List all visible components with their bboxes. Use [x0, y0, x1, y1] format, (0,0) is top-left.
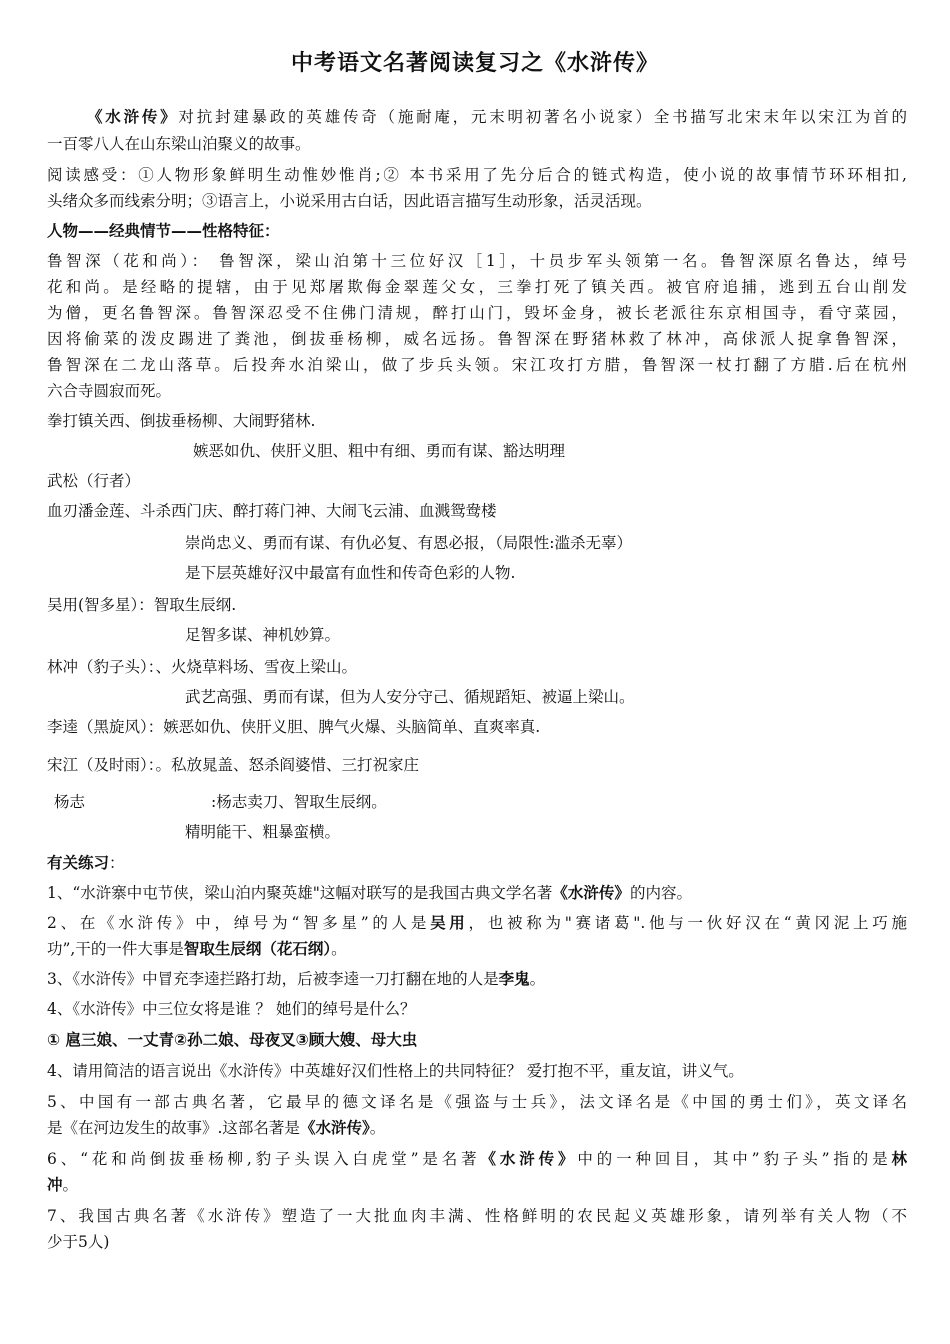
- yangzhi-traits: 精明能干、粗暴蛮横。: [185, 823, 341, 841]
- luzhishen-line-1: 鲁智深（花和尚）： 鲁智深，梁山泊第十三位好汉［1］，十员步军头领第一名。鲁智深原名鲁达，绰号: [47, 252, 907, 270]
- practice-heading: 有关练习：: [47, 854, 125, 872]
- luzhishen-traits: 嫉恶如仇、侠肝义胆、粗中有细、勇而有谋、豁达明理: [193, 442, 566, 460]
- luzhishen-line-6: 六合寺圆寂而死。: [47, 382, 172, 400]
- question-1: 1、“水浒寨中屯节侠，梁山泊内聚英雄"这幅对联写的是我国古典文学名著《水浒传》的内容。: [47, 884, 692, 902]
- luzhishen-line-2: 花和尚。是经略的提辖，由于见郑屠欺侮金翠莲父女，三拳打死了镇关西。被官府追捕，逃到五台山削发: [47, 278, 907, 296]
- wusong-plots: 血刃潘金莲、斗杀西门庆、醉打蒋门神、大闹飞云浦、血溅鸳鸯楼: [47, 502, 497, 520]
- linchong-traits: 武艺高强、勇而有谋，但为人安分守己、循规蹈矩、被逼上梁山。: [185, 688, 635, 706]
- songjiang-line: 宋江（及时雨）：。私放晁盖、怒杀阎婆惜、三打祝家庄: [47, 756, 420, 774]
- yangzhi-name: 杨志: [54, 793, 86, 811]
- book-title-bold: 《水浒传》: [87, 108, 179, 126]
- intro-line-1: [87, 104, 907, 130]
- question-6-line-2: 是《在河边发生的故事》.这部名著是《水浒传》。: [47, 1119, 386, 1137]
- question-5: 4、请用简洁的语言说出《水浒传》中英雄好汉们性格上的共同特征？ 爱打抱不平，重友谊，讲义气。: [47, 1062, 744, 1080]
- question-2-line-2: 功”,干的一件大事是智取生辰纲（花石纲）。: [47, 940, 347, 958]
- wuyong-line: 吴用(智多星）：智取生辰纲.: [47, 596, 237, 614]
- question-6-line-1: 5、中国有一部古典名著，它最早的德文译名是《强盗与士兵》，法文译名是《中国的勇士们》，英文译名: [47, 1093, 907, 1111]
- question-4: 4、《水浒传》中三位女将是谁 ？ 她们的绰号是什么？: [47, 1000, 416, 1018]
- question-4-answer: ① 扈三娘、一丈青②孙二娘、母夜叉③顾大嫂、母大虫: [47, 1031, 418, 1049]
- section-heading: 人物——经典情节——性格特征：: [47, 222, 280, 240]
- document-title: 中考语文名著阅读复习之《水浒传》: [290, 51, 659, 76]
- intro-line-2: 一百零八人在山东梁山泊聚义的故事。: [47, 135, 311, 153]
- question-7-line-2: 冲。: [47, 1176, 79, 1194]
- reading-line-1: 阅读感受：①人物形象鲜明生动惟妙惟肖;② 本书采用了先分后合的链式构造，使小说的故事情节环环相扣,: [47, 166, 907, 184]
- question-8-line-2: 少于5人): [47, 1233, 110, 1251]
- intro-text: 对抗封建暴政的英雄传奇（施耐庵，元末明初著名小说家）全书描写北宋末年以宋江为首的: [178, 108, 907, 126]
- luzhishen-line-3: 为僧，更名鲁智深。鲁智深忍受不住佛门清规，醉打山门，毁坏金身，被长老派往东京相国寺，看守菜园，: [47, 304, 907, 322]
- luzhishen-plots: 拳打镇关西、倒拔垂杨柳、大闹野猪林.: [47, 412, 316, 430]
- question-3: 3、《水浒传》中冒充李逵拦路打劫，后被李逵一刀打翻在地的人是李鬼。: [47, 970, 546, 988]
- question-2-line-1: 2、在《水浒传》中，绰号为“智多星”的人是吴用，也被称为"赛诸葛".他与一伙好汉在“黄冈泥上巧施: [47, 914, 907, 932]
- question-8-line-1: 7、我国古典名著《水浒传》塑造了一大批血肉丰满、性格鲜明的农民起义英雄形象，请列举有关人物（不: [47, 1207, 907, 1225]
- luzhishen-line-5: 鲁智深在二龙山落草。后投奔水泊梁山，做了步兵头领。宋江攻打方腊，鲁智深一杖打翻了方腊.后在杭州: [47, 356, 907, 374]
- yangzhi-plots: :杨志卖刀、智取生辰纲。: [211, 793, 387, 811]
- wusong-name: 武松（行者）: [47, 472, 141, 490]
- linchong-line: 林冲（豹子头）：、火烧草料场、雪夜上梁山。: [47, 658, 358, 676]
- wusong-traits: 崇尚忠义、勇而有谋、有仇必复、有恩必报，（局限性:滥杀无辜）: [185, 534, 632, 552]
- likui-line: 李逵（黑旋风）：嫉恶如仇、侠肝义胆、脾气火爆、头脑简单、直爽率真.: [47, 718, 541, 736]
- wuyong-traits: 足智多谋、神机妙算。: [185, 626, 341, 644]
- wusong-note: 是下层英雄好汉中最富有血性和传奇色彩的人物.: [185, 564, 516, 582]
- reading-line-2: 头绪众多而线索分明；③语言上，小说采用古白话，因此语言描写生动形象，活灵活现。: [47, 192, 652, 210]
- luzhishen-line-4: 因将偷菜的泼皮踢进了粪池，倒拔垂杨柳，威名远扬。鲁智深在野猪林救了林冲，高俅派人捉拿鲁智深，: [47, 330, 907, 348]
- question-7-line-1: 6、“花和尚倒拔垂杨柳,豹子头误入白虎堂”是名著《水浒传》中的一种回目，其中”豹子头”指的是林: [47, 1150, 907, 1168]
